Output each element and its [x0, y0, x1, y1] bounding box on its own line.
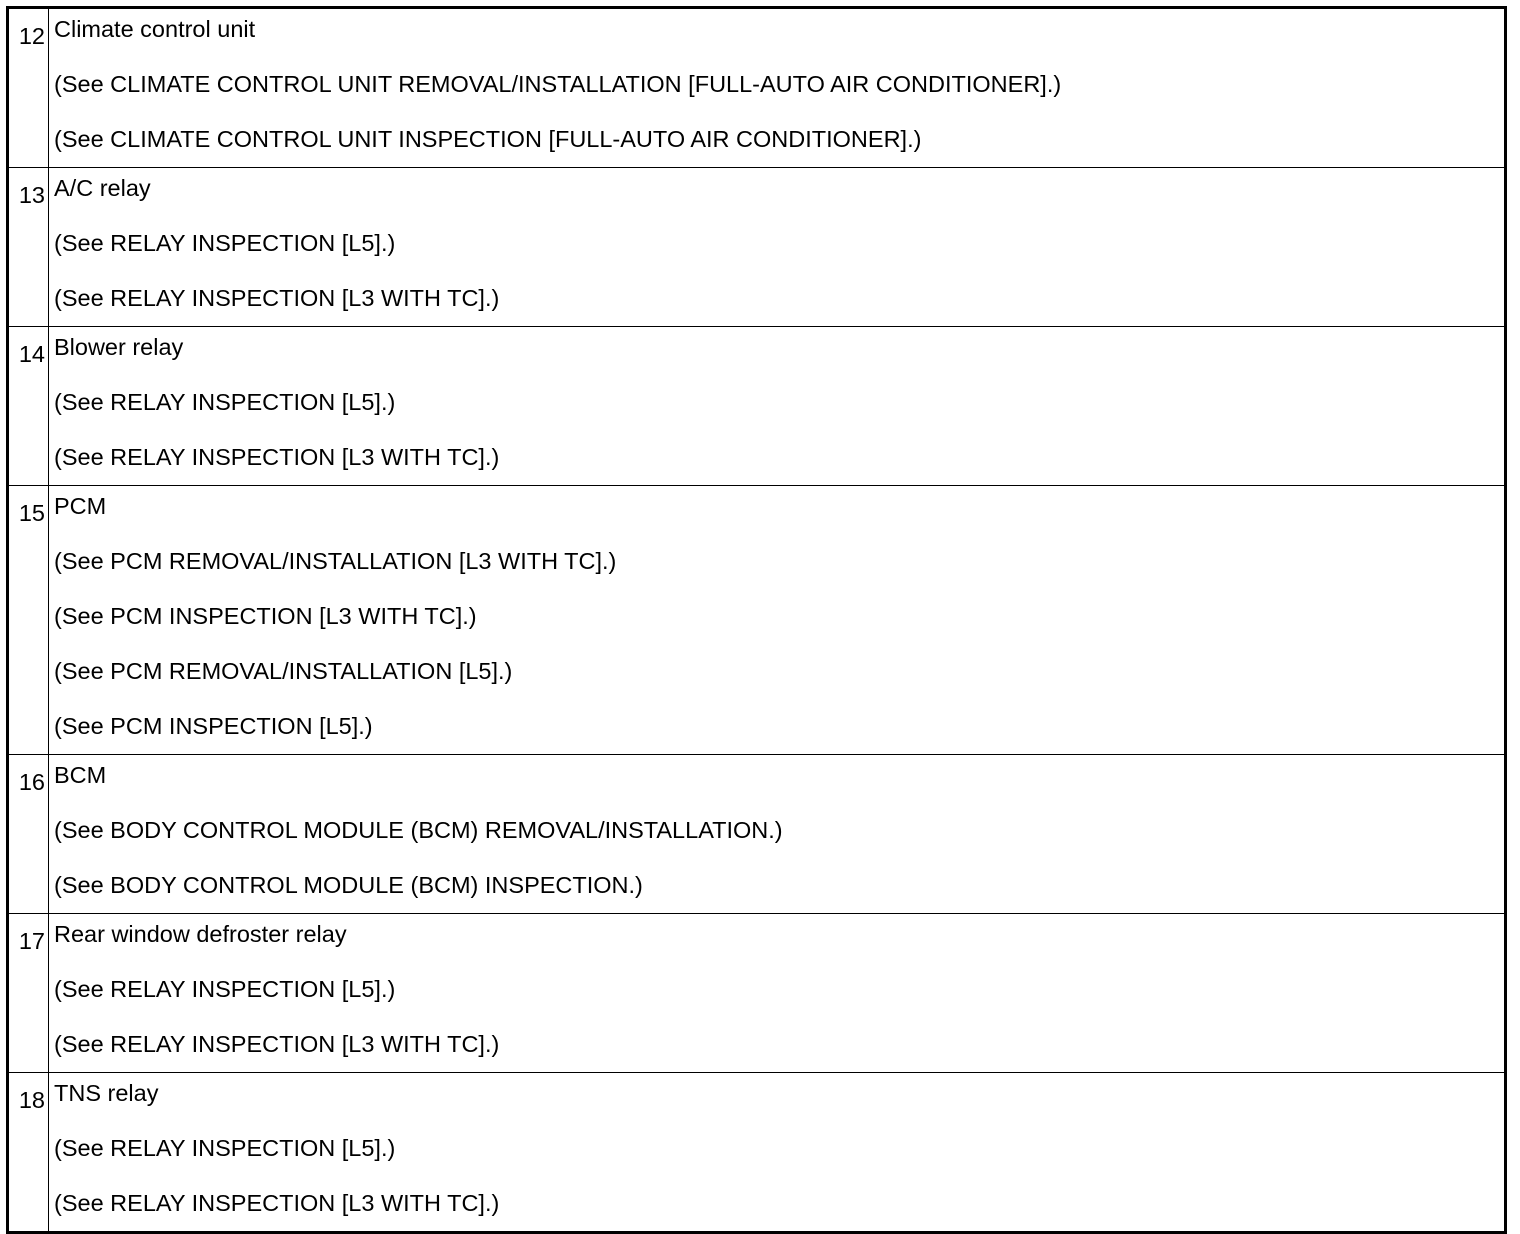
- item-reference-link[interactable]: (See BODY CONTROL MODULE (BCM) REMOVAL/INSTALLATION.): [54, 817, 783, 843]
- item-content-cell: [49, 914, 1506, 1073]
- item-title-line: [54, 1066, 1504, 1121]
- item-number-cell: [8, 327, 49, 486]
- item-reference-link[interactable]: (See PCM REMOVAL/INSTALLATION [L5].): [54, 658, 513, 684]
- table-row: [8, 1073, 1506, 1233]
- item-reference-link[interactable]: (See RELAY INSPECTION [L5].): [54, 230, 396, 256]
- item-reference-link[interactable]: (See PCM INSPECTION [L5].): [54, 713, 373, 739]
- table-row: [8, 914, 1506, 1073]
- item-title-line: [54, 479, 1504, 534]
- item-reference-link[interactable]: (See RELAY INSPECTION [L3 WITH TC].): [54, 1190, 500, 1216]
- item-title-line: [54, 161, 1504, 216]
- table-row: [8, 327, 1506, 486]
- item-reference-link[interactable]: (See RELAY INSPECTION [L5].): [54, 976, 396, 1002]
- item-reference-link[interactable]: (See BODY CONTROL MODULE (BCM) INSPECTION.): [54, 872, 643, 898]
- item-content-cell: [49, 486, 1506, 755]
- item-number: 15: [18, 500, 45, 526]
- item-number: 14: [18, 341, 45, 367]
- item-reference-line: [54, 962, 1504, 1017]
- table-row: [8, 168, 1506, 327]
- item-reference-link[interactable]: (See RELAY INSPECTION [L3 WITH TC].): [54, 444, 500, 470]
- item-title: Climate control unit: [54, 16, 256, 42]
- item-reference-line: [54, 1017, 1504, 1072]
- item-reference-link[interactable]: (See PCM INSPECTION [L3 WITH TC].): [54, 603, 477, 629]
- item-reference-link[interactable]: (See RELAY INSPECTION [L3 WITH TC].): [54, 285, 500, 311]
- item-number: 18: [18, 1087, 45, 1113]
- item-number: 12: [18, 23, 45, 49]
- item-title: A/C relay: [54, 175, 151, 201]
- item-reference-line: [54, 271, 1504, 326]
- item-title-line: [54, 320, 1504, 375]
- item-title-line: [54, 748, 1504, 803]
- item-reference-line: [54, 589, 1504, 644]
- item-number-cell: [8, 8, 49, 168]
- item-number-cell: [8, 168, 49, 327]
- item-number: 13: [18, 182, 45, 208]
- item-reference-link[interactable]: (See RELAY INSPECTION [L5].): [54, 1135, 396, 1161]
- item-number-cell: [8, 486, 49, 755]
- item-reference-line: [54, 1176, 1504, 1231]
- table-row: [8, 486, 1506, 755]
- item-reference-line: [54, 375, 1504, 430]
- item-content-cell: [49, 1073, 1506, 1233]
- table-row: [8, 755, 1506, 914]
- item-reference-line: [54, 1121, 1504, 1176]
- component-reference-table: [6, 6, 1507, 1234]
- item-reference-line: [54, 112, 1504, 167]
- item-reference-link[interactable]: (See CLIMATE CONTROL UNIT REMOVAL/INSTALLATION [FULL-AUTO AIR CONDITIONER].): [54, 71, 1062, 97]
- item-title-line: [54, 2, 1504, 57]
- item-reference-line: [54, 699, 1504, 754]
- table-body: [8, 8, 1506, 1233]
- item-reference-link[interactable]: (See CLIMATE CONTROL UNIT INSPECTION [FULL-AUTO AIR CONDITIONER].): [54, 126, 922, 152]
- item-reference-link[interactable]: (See RELAY INSPECTION [L5].): [54, 389, 396, 415]
- item-title: BCM: [54, 762, 107, 788]
- item-title: Rear window defroster relay: [54, 921, 347, 947]
- item-reference-line: [54, 430, 1504, 485]
- item-reference-line: [54, 858, 1504, 913]
- item-content-cell: [49, 8, 1506, 168]
- item-title: PCM: [54, 493, 107, 519]
- item-reference-line: [54, 57, 1504, 112]
- item-number: 17: [18, 928, 45, 954]
- item-reference-link[interactable]: (See RELAY INSPECTION [L3 WITH TC].): [54, 1031, 500, 1057]
- item-reference-line: [54, 216, 1504, 271]
- item-content-cell: [49, 755, 1506, 914]
- item-number-cell: [8, 755, 49, 914]
- item-title-line: [54, 907, 1504, 962]
- item-content-cell: [49, 327, 1506, 486]
- item-title: Blower relay: [54, 334, 184, 360]
- item-title: TNS relay: [54, 1080, 159, 1106]
- item-reference-line: [54, 534, 1504, 589]
- item-number-cell: [8, 914, 49, 1073]
- item-content-cell: [49, 168, 1506, 327]
- item-reference-link[interactable]: (See PCM REMOVAL/INSTALLATION [L3 WITH TC].): [54, 548, 617, 574]
- item-reference-line: [54, 803, 1504, 858]
- item-number: 16: [18, 769, 45, 795]
- item-number-cell: [8, 1073, 49, 1233]
- table-row: [8, 8, 1506, 168]
- item-reference-line: [54, 644, 1504, 699]
